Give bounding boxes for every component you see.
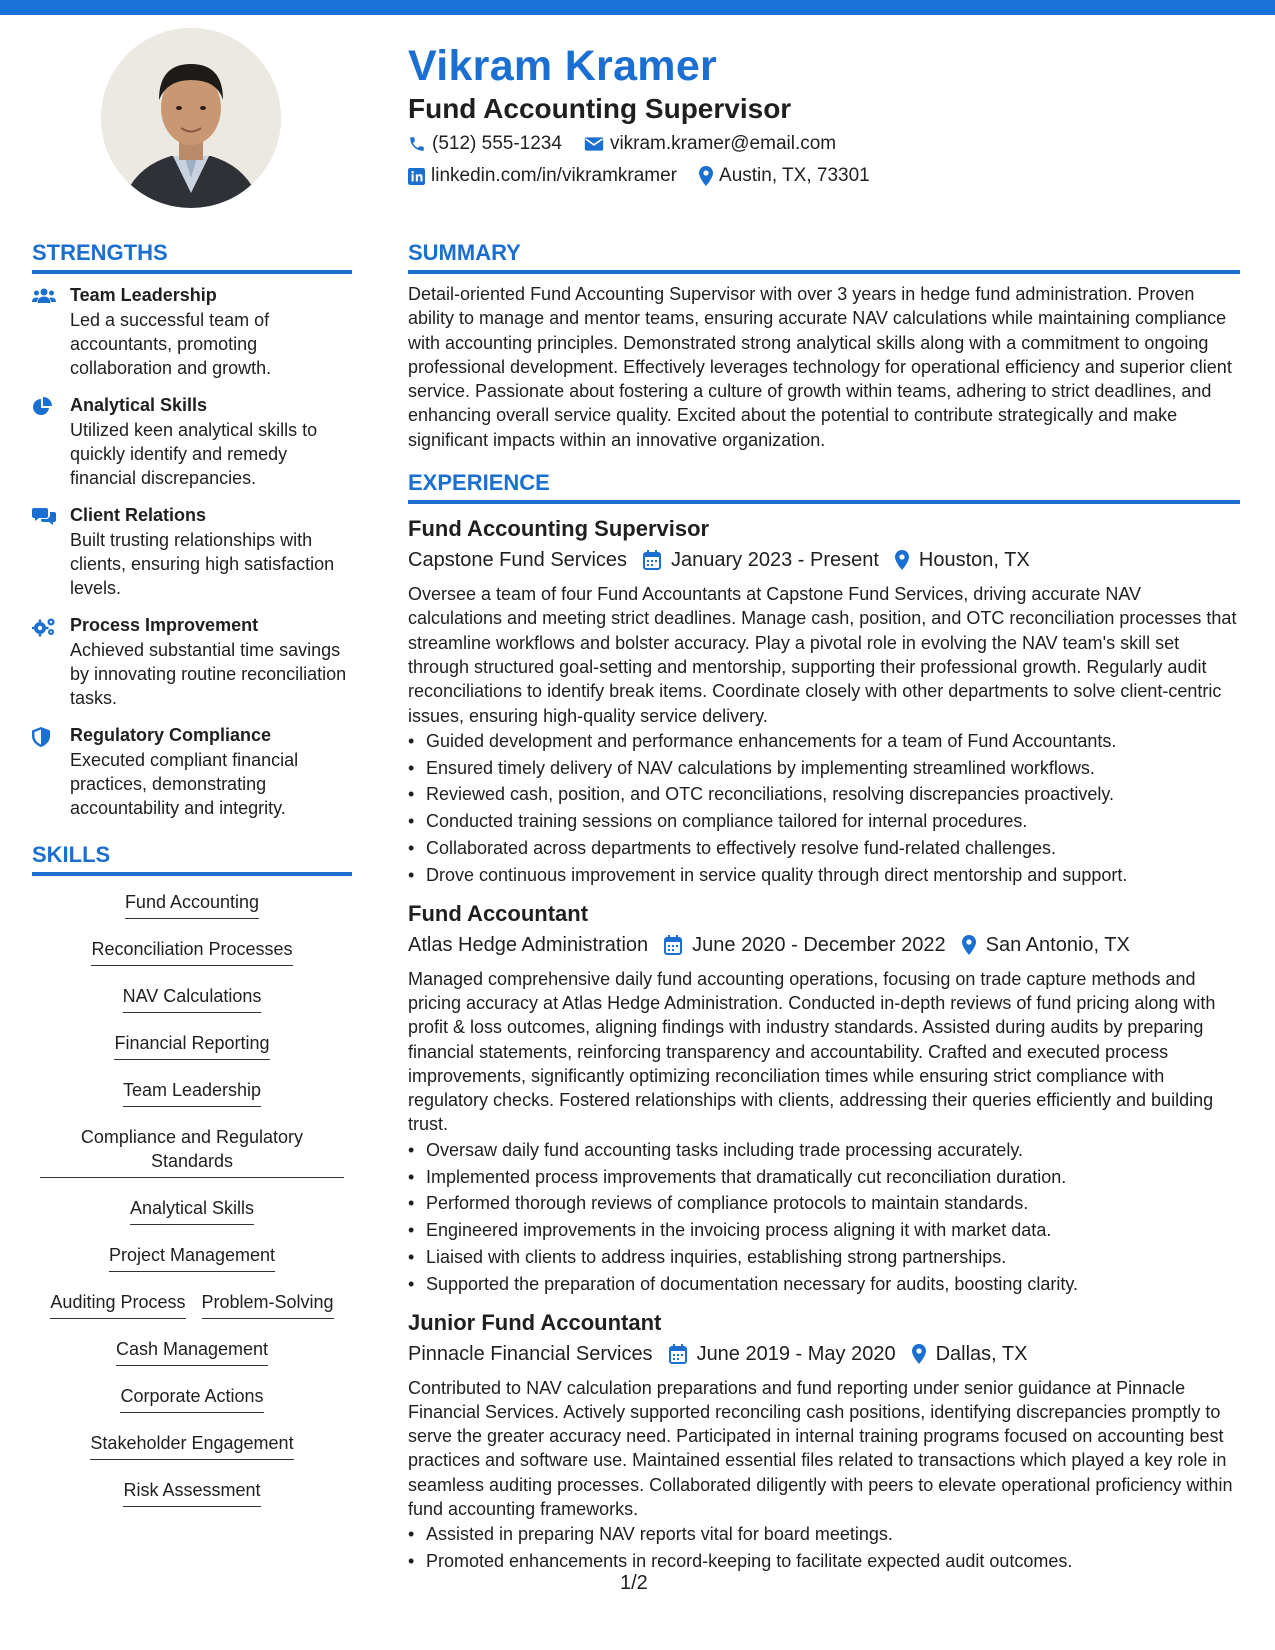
right-column [408, 240, 1240, 1575]
job-dates [669, 1340, 896, 1368]
company-text: Pinnacle Financial Services [408, 1342, 653, 1365]
profile-photo [101, 28, 281, 208]
experience-entry [408, 514, 1240, 889]
dates-text: June 2019 - May 2020 [696, 1342, 896, 1365]
dates-text: January 2023 - Present [671, 549, 879, 572]
linkedin-text: linkedin.com/in/vikramkramer [431, 165, 678, 186]
strength-desc: Achieved substantial time savings by innovating routine reconciliation tasks. [70, 640, 347, 708]
strength-desc: Led a successful team of accountants, promoting collaboration and growth. [70, 310, 272, 378]
job-dates [664, 931, 946, 959]
bullet-item: • Supported the preparation of documentation necessary for audits, boosting clarity. [408, 1271, 1240, 1298]
bullet-item: • Collaborated across departments to effectively resolve fund-related challenges. [408, 835, 1240, 862]
bullet-item: • Engineered improvements in the invoicing process aligning it with market data. [408, 1217, 1240, 1244]
phone-icon [408, 135, 426, 153]
left-column [32, 240, 352, 1525]
contact-row-2 [408, 165, 892, 187]
contact-email[interactable] [584, 133, 836, 155]
bullet-item: • Assisted in preparing NAV reports vital for board meetings. [408, 1521, 1240, 1548]
strengths-list [32, 284, 352, 820]
job-title: Junior Fund Accountant [408, 1309, 662, 1335]
experience-entry [408, 1308, 1240, 1575]
job-title: Fund Accountant [408, 900, 589, 926]
job-company [408, 546, 627, 574]
map-pin-icon [912, 1344, 926, 1364]
skill-tag: Compliance and Regulatory Standards [40, 1125, 344, 1178]
bullet-item: • Oversaw daily fund accounting tasks including trade processing accurately. [408, 1137, 1240, 1164]
job-company [408, 931, 648, 959]
job-location [962, 931, 1130, 959]
summary-text: Detail-oriented Fund Accounting Supervisor with over 3 years in hedge fund administration. Proven ability to manage and mentor teams, ensuring accurate NAV calculations while maintaining compliance with accounting principles. Demonstrated strong analytical skills along with a commitment to ongoing professional development. Effectively leverages technology for operational efficiency and superior client service. Passionate about fostering a culture of growth within teams, adhering to strict deadlines, and enhancing overall service quality. Excited about the potential to contribute strategically and make significant impacts within an innovative organization. [408, 284, 1232, 450]
phone-text: (512) 555-1234 [432, 133, 562, 154]
skill-tag: Fund Accounting [125, 890, 259, 919]
job-bullets [408, 728, 1240, 889]
bullet-item: • Performed thorough reviews of compliance protocols to maintain standards. [408, 1190, 1240, 1217]
job-bullets [408, 1521, 1240, 1575]
job-title: Fund Accounting Supervisor [408, 516, 710, 542]
candidate-name: Vikram Kramer [408, 42, 718, 90]
skill-tag: Financial Reporting [114, 1031, 269, 1060]
job-description: Contributed to NAV calculation preparations and fund reporting under senior guidance at Pinnacle Financial Services. Actively supported reconciling cash positions, identifying discrepancies promptly to serve the greater accuracy need. Participated in internal training programs focused on accounting best practices and software use. Maintained essential files related to transactions which played a key role in seamless auditing processes. Collaborated diligently with peers to elevate operational proficiency within fund accounting frameworks. [408, 1377, 1233, 1519]
job-location [895, 546, 1030, 574]
location-text: Austin, TX, 73301 [719, 165, 870, 186]
shield-icon [32, 727, 50, 747]
skill-tag: Auditing Process [50, 1290, 185, 1319]
gears-icon [32, 617, 56, 637]
users-icon [32, 287, 56, 305]
strength-title: Regulatory Compliance [70, 725, 272, 745]
map-pin-icon [962, 935, 976, 955]
skills-list [32, 890, 352, 1525]
experience-heading: EXPERIENCE [408, 470, 1240, 504]
map-pin-icon [699, 166, 713, 186]
job-meta [408, 931, 1240, 959]
job-company [408, 1340, 653, 1368]
skill-tag: Stakeholder Engagement [90, 1431, 293, 1460]
bullet-item: • Ensured timely delivery of NAV calculations by implementing streamlined workflows. [408, 755, 1240, 782]
job-bullets [408, 1137, 1240, 1298]
bullet-item: • Promoted enhancements in record-keeping to facilitate expected audit outcomes. [408, 1548, 1240, 1575]
strength-title: Team Leadership [70, 285, 217, 305]
skill-tag: Project Management [109, 1243, 275, 1272]
contact-location [699, 165, 870, 187]
strength-desc: Utilized keen analytical skills to quickly identify and remedy financial discrepancies. [70, 420, 318, 488]
contact-phone[interactable] [408, 133, 562, 155]
contact-row-1 [408, 133, 858, 155]
job-dates [643, 546, 879, 574]
calendar-icon [669, 1344, 687, 1364]
skill-tag: Cash Management [116, 1337, 268, 1366]
envelope-icon [584, 136, 604, 152]
skill-tag: Analytical Skills [130, 1196, 254, 1225]
contact-linkedin[interactable] [408, 165, 677, 187]
strength-item [32, 284, 352, 380]
location-text: San Antonio, TX [985, 933, 1130, 956]
job-meta [408, 1340, 1240, 1368]
top-accent-bar [0, 0, 1275, 15]
skill-tag: Risk Assessment [123, 1478, 260, 1507]
email-text: vikram.kramer@email.com [609, 133, 837, 154]
skill-tag: NAV Calculations [123, 984, 262, 1013]
strength-item [32, 724, 352, 820]
pie-chart-icon [32, 397, 52, 417]
calendar-icon [664, 935, 682, 955]
strength-item [32, 394, 352, 490]
bullet-item: • Guided development and performance enhancements for a team of Fund Accountants. [408, 728, 1240, 755]
calendar-icon [643, 550, 661, 570]
experience-entry [408, 899, 1240, 1298]
strength-title: Process Improvement [70, 615, 259, 635]
strength-desc: Built trusting relationships with clients, ensuring high satisfaction levels. [70, 530, 335, 598]
location-text: Dallas, TX [935, 1342, 1028, 1365]
location-text: Houston, TX [918, 549, 1030, 572]
job-description: Oversee a team of four Fund Accountants at Capstone Fund Services, driving accurate NAV calculations and meeting strict deadlines. Manage cash, position, and OTC reconciliation processes that streamline workflows and bolster accuracy. Play a pivotal role in evolving the NAV team's skill set through structured goal-setting and mentorship, supporting their professional growth. Regularly audit reconciliations to identify break items. Coordinate closely with other departments to solve client-centric issues, ensuring high-quality service delivery. [408, 584, 1237, 726]
strength-title: Analytical Skills [70, 395, 208, 415]
linkedin-icon [408, 168, 425, 185]
bullet-item: • Reviewed cash, position, and OTC reconciliations, resolving discrepancies proactively. [408, 781, 1240, 808]
strength-item [32, 504, 352, 600]
skill-tag: Corporate Actions [120, 1384, 263, 1413]
summary-heading: SUMMARY [408, 240, 1240, 274]
strength-title: Client Relations [70, 505, 207, 525]
strength-desc: Executed compliant financial practices, demonstrating accountability and integrity. [70, 750, 299, 818]
bullet-item: • Drove continuous improvement in service quality through direct mentorship and support. [408, 862, 1240, 889]
job-description: Managed comprehensive daily fund accounting operations, focusing on trade capture methods and pricing accuracy at Atlas Hedge Administration. Conducted in-depth reviews of fund pricing along with profit & loss outcomes, aligning findings with industry standards. Assisted during audits by preparing financial statements, reinforcing transparency and accountability. Crafted and executed process improvements, significantly optimizing reconciliation times while ensuring strict compliance with regulatory checks. Fostered relationships with clients, addressing their queries efficiently and building trust. [408, 968, 1216, 1135]
job-location [912, 1340, 1028, 1368]
bullet-item: • Liaised with clients to address inquiries, establishing strong partnerships. [408, 1244, 1240, 1271]
map-pin-icon [895, 550, 909, 570]
candidate-title: Fund Accounting Supervisor [408, 93, 792, 124]
job-meta [408, 546, 1240, 574]
skill-tag: Reconciliation Processes [91, 937, 292, 966]
page-number: 1/2 [620, 1572, 648, 1594]
company-text: Capstone Fund Services [408, 549, 628, 572]
strength-item [32, 614, 352, 710]
company-text: Atlas Hedge Administration [408, 933, 649, 956]
strengths-heading: STRENGTHS [32, 240, 352, 274]
skill-tag: Problem-Solving [202, 1290, 334, 1319]
bullet-item: • Implemented process improvements that dramatically cut reconciliation duration. [408, 1164, 1240, 1191]
skill-tag: Team Leadership [123, 1078, 261, 1107]
comments-icon [32, 507, 56, 525]
bullet-item: • Conducted training sessions on compliance tailored for internal procedures. [408, 808, 1240, 835]
skills-heading: SKILLS [32, 842, 352, 876]
dates-text: June 2020 - December 2022 [692, 933, 946, 956]
